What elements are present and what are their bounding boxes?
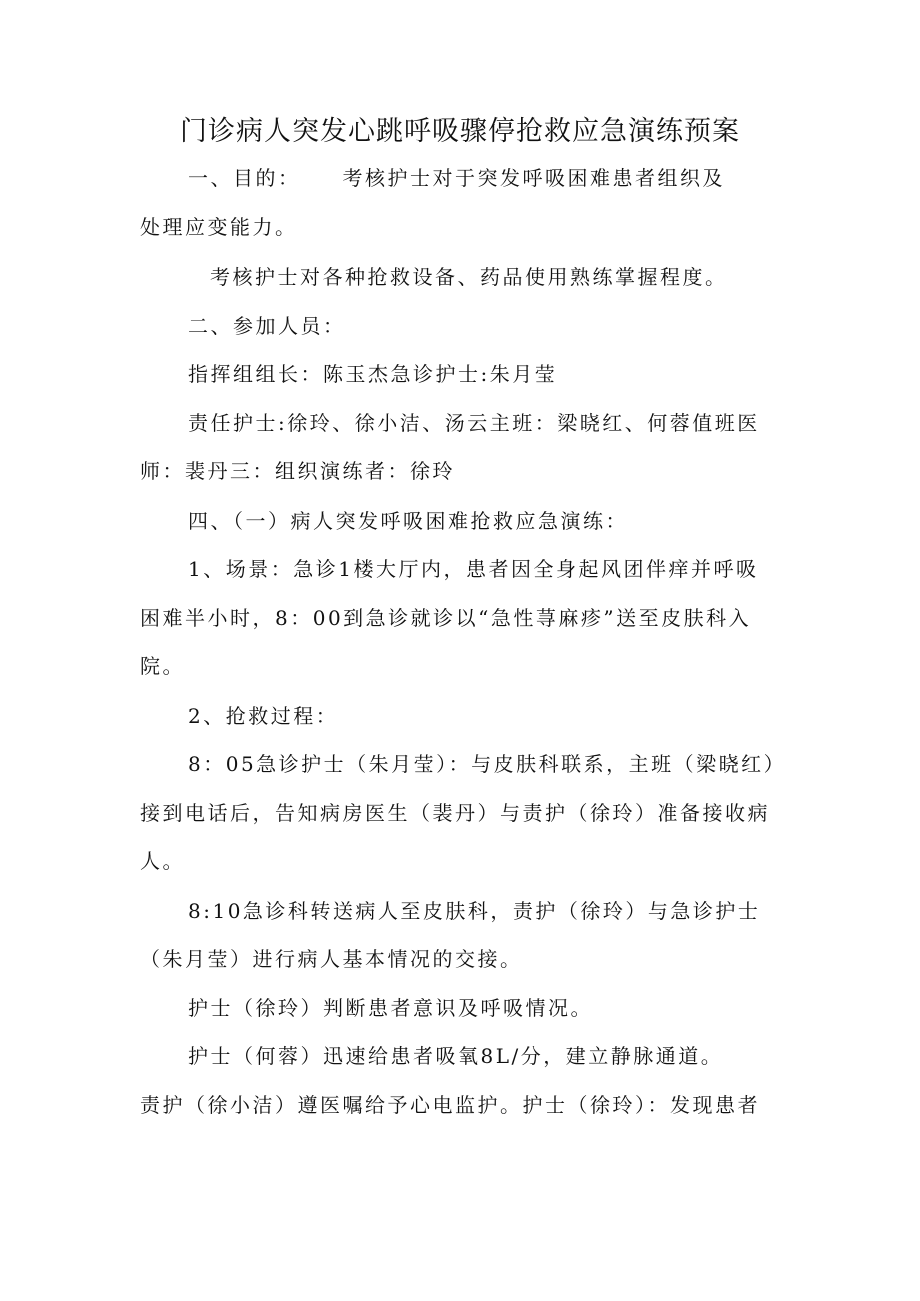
paragraph-line: 接到电话后，告知病房医生（裴丹）与责护（徐玲）准备接收病	[140, 801, 770, 825]
paragraph-line: 责护（徐小洁）遵医嘱给予心电监护。护士（徐玲）：发现患者	[140, 1093, 760, 1117]
paragraph-line: 指挥组组长：陈玉杰急诊护士:朱月莹	[188, 362, 558, 386]
paragraph-line: 护士（何蓉）迅速给患者吸氧8L/分，建立静脉通道。	[188, 1044, 724, 1068]
paragraph-line: 护士（徐玲）判断患者意识及呼吸情况。	[188, 996, 593, 1020]
paragraph-line: 困难半小时，8：00到急诊就诊以“急性荨麻疹”送至皮肤科入	[140, 606, 752, 630]
paragraph-line: 责任护士:徐玲、徐小洁、汤云主班：梁晓红、何蓉值班医	[188, 411, 760, 435]
section-heading-participants: 二、参加人员：	[188, 314, 346, 338]
paragraph-line: 8:10急诊科转送病人至皮肤科，责护（徐玲）与急诊护士	[188, 899, 761, 923]
paragraph-line: （朱月莹）进行病人基本情况的交接。	[140, 947, 523, 971]
document-title: 门诊病人突发心跳呼吸骤停抢救应急演练预案	[180, 116, 740, 147]
paragraph-line: 人。	[140, 849, 185, 873]
paragraph-line: 8：05急诊护士（朱月莹）：与皮肤科联系，主班（梁晓红）	[188, 752, 787, 776]
paragraph-line: 1、场景：急诊1楼大厅内，患者因全身起风团伴痒并呼吸	[188, 557, 759, 581]
paragraph-line: 师：裴丹三：组织演练者：徐玲	[140, 459, 455, 483]
paragraph-line: 处理应变能力。	[140, 215, 298, 239]
paragraph-line: 院。	[140, 654, 185, 678]
section-heading-purpose: 一、目的：	[188, 166, 301, 190]
section-heading-rescue: 2、抢救过程：	[188, 704, 339, 728]
purpose-text: 考核护士对于突发呼吸困难患者组织及	[342, 166, 725, 190]
paragraph-line: 考核护士对各种抢救设备、药品使用熟练掌握程度。	[210, 265, 728, 289]
paragraph-line	[188, 163, 725, 193]
section-heading-drill: 四、（一）病人突发呼吸困难抢救应急演练：	[188, 509, 628, 533]
